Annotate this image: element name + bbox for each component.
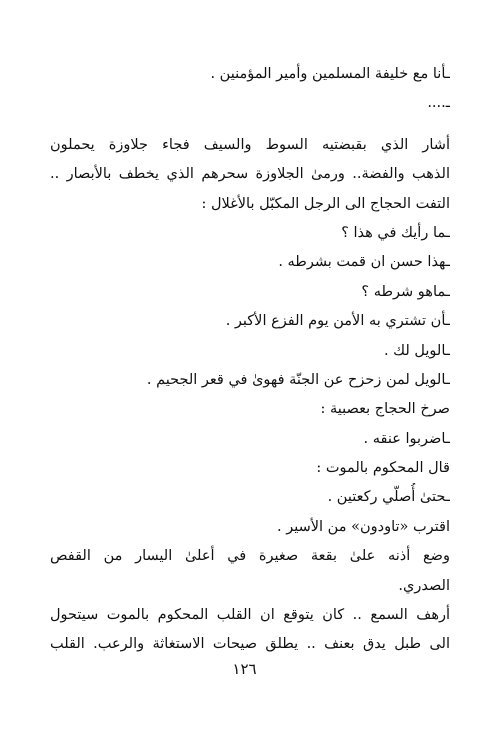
text-line: الى طبل يدق بعنف .. يطلق صيحات الاستغاثة والرعب. القلب [50, 636, 450, 653]
text-line: ـما رأيك في هذا ؟ [341, 224, 450, 241]
text-line: أرهف السمع .. كان يتوقع ان القلب المحكوم بالموت سيتحول [50, 607, 450, 624]
text-line: ـاضربوا عنقه . [363, 430, 450, 447]
text-line: ـ.... [427, 95, 450, 112]
text-line: الصدري. [398, 577, 450, 594]
text-line: ـالويل لك . [383, 342, 450, 359]
text-line: ـأن تشتري به الأمن يوم الفزع الأكبر . [225, 313, 450, 330]
text-line: اقترب «تاودون» من الأسير . [277, 518, 450, 535]
text-line: أشار الذي بقبضتيه السوط والسيف فجاء جلاوزة يحملون [50, 136, 450, 153]
text-line: ـأنا مع خليفة المسلمين وأمير المؤمنين . [210, 66, 450, 82]
text-line: ـحتىٰ أُصلّي ركعتين . [327, 489, 450, 506]
text-line: وضع أذنه علىٰ بقعة صغيرة في أعلىٰ اليسار من القفص [50, 548, 450, 565]
text-line: صرخ الحجاج بعصبية : [320, 401, 450, 418]
page-text [50, 60, 450, 660]
text-line: التفت الحجاج الى الرجل المكبّل بالأغلال : [201, 195, 450, 212]
text-line: ـماهو شرطه ؟ [361, 283, 450, 300]
text-line: الذهب والفضة.. ورمىٰ الجلاوزة سحرهم الذي يخطف بالأبصار .. [50, 166, 450, 183]
page-number: ١٢٦ [232, 660, 257, 678]
text-line: قال المحكوم بالموت : [316, 460, 450, 477]
text-line: ـالويل لمن زحزح عن الجنّة فهوىٰ في قعر الجحيم . [146, 371, 450, 388]
paragraph-gap [50, 119, 450, 131]
text-line: ـهذا حسن ان قمت بشرطه . [278, 254, 450, 271]
